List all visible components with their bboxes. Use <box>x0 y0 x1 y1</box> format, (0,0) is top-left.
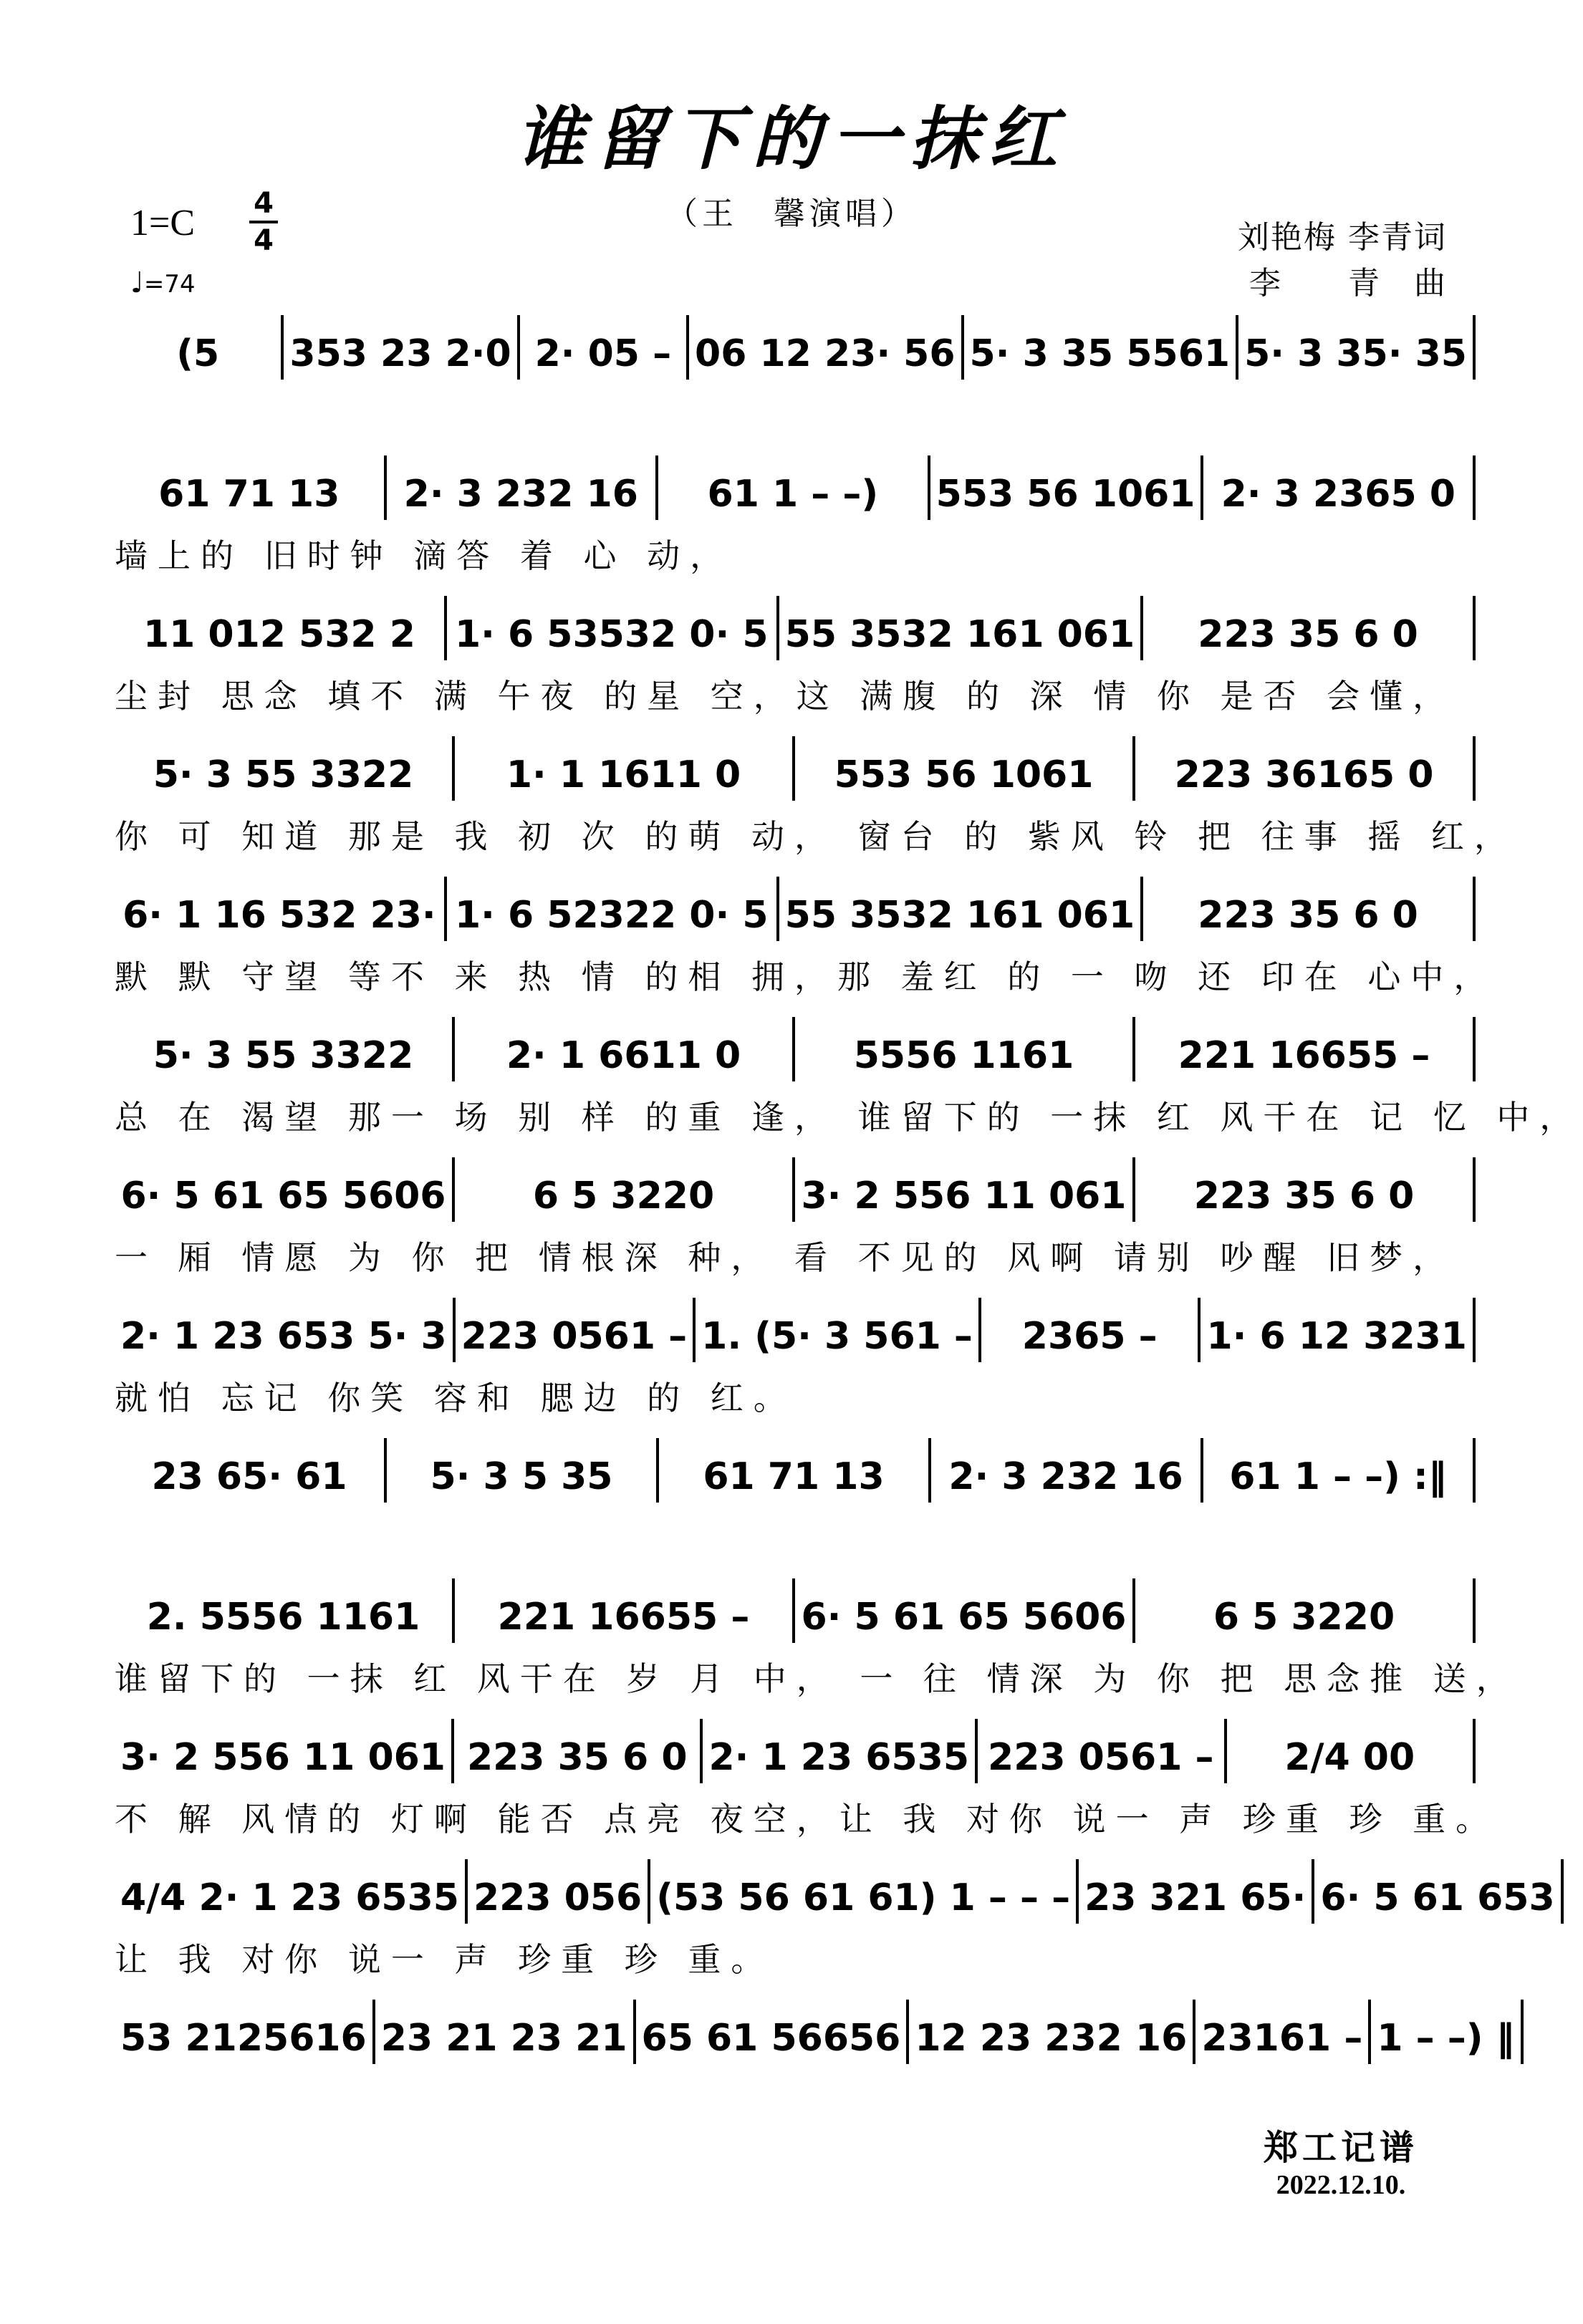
measure <box>1143 877 1476 941</box>
lyrics-line: 就怕 忘记 你笑 容和 腮边 的 红。 <box>115 1379 797 1417</box>
measure-notes: 23 321 65· <box>1084 1876 1307 1919</box>
measure <box>659 1438 931 1503</box>
measure <box>115 1157 455 1222</box>
measure-notes: 55 3532 161 061 <box>784 613 1135 656</box>
measure-notes: 2· 1 23 653 5· 3 <box>120 1315 447 1358</box>
measure-notes: 2/4 00 <box>1284 1736 1415 1779</box>
measure-notes: 353 23 2·0 <box>289 332 511 375</box>
measure <box>1203 455 1476 520</box>
score-line <box>115 736 1517 861</box>
meter-divider <box>249 221 278 223</box>
measure <box>650 1859 1079 1924</box>
measure <box>455 1578 795 1643</box>
measure <box>115 877 447 941</box>
measure <box>1079 1859 1314 1924</box>
transcription-date: 2022.12.10. <box>1276 2170 1406 2200</box>
lyrics-line: 不 解 风情的 灯啊 能否 点亮 夜空，让 我 对你 说一 声 珍重 珍 重。 <box>115 1800 1499 1838</box>
measure-notes: 223 35 6 0 <box>1193 1175 1415 1218</box>
measure <box>1314 1859 1563 1924</box>
measure-notes: 3· 2 556 11 061 <box>120 1736 446 1779</box>
measure-notes: 6· 1 16 532 23· <box>122 894 436 937</box>
lyrics-line: 一 厢 情愿 为 你 把 情根深 种， 看 不见的 风啊 请别 吵醒 旧梦， <box>115 1238 1456 1277</box>
measure <box>779 877 1144 941</box>
measure <box>779 596 1144 660</box>
tempo-value: =74 <box>143 270 196 299</box>
measure <box>387 455 659 520</box>
notation-line <box>115 1157 1476 1222</box>
score-line <box>115 1157 1476 1282</box>
measure-notes: 5· 3 55 3322 <box>153 1034 414 1077</box>
notation-line <box>115 1859 1555 1924</box>
measure-notes: 223 056 <box>473 1876 643 1919</box>
measure-notes: 1· 6 52322 0· 5 <box>454 894 769 937</box>
measure <box>115 455 387 520</box>
credits <box>1238 215 1447 307</box>
measure <box>1135 736 1476 801</box>
measure <box>115 1017 455 1081</box>
measure <box>1143 596 1476 660</box>
notation-line <box>115 315 1476 380</box>
tempo-marking <box>130 266 196 299</box>
measure-notes: 5· 3 55 3322 <box>153 753 414 796</box>
measure <box>115 1859 468 1924</box>
measure <box>981 1298 1201 1362</box>
notation-line <box>115 1017 1476 1081</box>
measure <box>375 2000 636 2064</box>
score-line <box>115 877 1497 1001</box>
measure-notes: 6· 5 61 653 <box>1320 1876 1555 1919</box>
page-title: 谁留下的一抹红 <box>516 98 1067 179</box>
measure <box>909 2000 1195 2064</box>
measure <box>115 736 455 801</box>
measure <box>387 1438 659 1503</box>
measure-notes: 2365 – <box>1021 1315 1158 1358</box>
measure-notes: 221 16655 – <box>1178 1034 1430 1077</box>
measure-notes: 61 1 – –) <box>707 473 879 516</box>
measure-notes: (5 <box>176 332 220 375</box>
measure <box>456 1298 696 1362</box>
measure <box>1203 1438 1476 1503</box>
measure <box>689 315 964 380</box>
score-line <box>115 2000 1515 2124</box>
measure-notes: 61 1 – –) :‖ <box>1229 1455 1447 1498</box>
lyrics-line: 你 可 知道 那是 我 初 次 的萌 动， 窗台 的 紫风 铃 把 往事 摇 红， <box>115 817 1517 856</box>
score-line <box>115 455 1476 580</box>
score-line <box>115 1719 1499 1843</box>
measure <box>284 315 519 380</box>
measure <box>795 1157 1135 1222</box>
measure <box>1195 2000 1371 2064</box>
measure-notes: 6 5 3220 <box>1213 1596 1395 1639</box>
notation-line <box>115 2000 1515 2064</box>
transcriber-name: 郑工记谱 <box>1263 2128 1418 2168</box>
measure-notes: 2· 05 – <box>534 332 672 375</box>
measure-notes: 6 5 3220 <box>532 1175 715 1218</box>
measure-notes: 6· 5 61 65 5606 <box>801 1596 1127 1639</box>
measure <box>795 736 1135 801</box>
measure <box>520 315 689 380</box>
measure-notes: 23161 – <box>1201 2017 1363 2060</box>
measure-notes: 223 0561 – <box>988 1736 1214 1779</box>
lyrics-line <box>115 390 1476 440</box>
measure-notes: 4/4 2· 1 23 6535 <box>120 1876 459 1919</box>
meter-top: 4 <box>254 187 274 220</box>
measure-notes: 5556 1161 <box>853 1034 1074 1077</box>
measure-notes: 223 35 6 0 <box>1198 894 1418 937</box>
measure-notes: 61 71 13 <box>158 473 340 516</box>
lyrics-line: 墙上的 旧时钟 滴答 着 心 动， <box>115 536 733 575</box>
measure <box>454 1719 703 1783</box>
score-line <box>115 596 1476 720</box>
measure-notes: 553 56 1061 <box>834 753 1094 796</box>
measure-notes: 1. (5· 3 561 – <box>701 1315 973 1358</box>
measure <box>115 596 447 660</box>
quarter-note-icon: ♩ <box>130 266 144 299</box>
measure-notes: 221 16655 – <box>497 1596 750 1639</box>
measure-notes: 2. 5556 1161 <box>146 1596 420 1639</box>
lyrics-line <box>115 1513 1476 1563</box>
lyrics-line: 默 默 守望 等不 来 热 情 的相 拥，那 羞红 的 一 吻 还 印在 心中， <box>115 958 1497 996</box>
measure <box>1371 2000 1523 2064</box>
measure <box>468 1859 650 1924</box>
notation-line <box>115 596 1476 660</box>
measure-notes: 1· 6 12 3231 <box>1206 1315 1467 1358</box>
score-line <box>115 1017 1583 1142</box>
notation-line <box>115 1438 1476 1503</box>
lyrics-line: 总 在 渴望 那一 场 别 样 的重 逢， 谁留下的 一抹 红 风干在 记 忆 中， <box>115 1098 1583 1137</box>
measure <box>115 1578 455 1643</box>
measure <box>636 2000 910 2064</box>
score-line <box>115 1859 1555 1984</box>
measure-notes: 23 21 23 21 <box>380 2017 627 2060</box>
measure-notes: 2· 3 232 16 <box>948 1455 1183 1498</box>
measure-notes: 12 23 232 16 <box>915 2017 1188 2060</box>
measure-notes: 223 0561 – <box>461 1315 688 1358</box>
measure-notes: (53 56 61 61) 1 – – – <box>656 1876 1071 1919</box>
measure <box>658 455 930 520</box>
measure <box>930 455 1204 520</box>
lyrics-line: 让 我 对你 说一 声 珍重 珍 重。 <box>115 1940 774 1979</box>
measure-notes: 1· 6 53532 0· 5 <box>454 613 769 656</box>
measure-notes: 553 56 1061 <box>935 473 1195 516</box>
measure-notes: 223 35 6 0 <box>1198 613 1418 656</box>
notation-line <box>115 455 1476 520</box>
measure-notes: 1· 1 1611 0 <box>506 753 741 796</box>
lyrics-line: 尘封 思念 填不 满 午夜 的星 空，这 满腹 的 深 情 你 是否 会懂， <box>115 677 1456 715</box>
lyricist-credit: 刘艳梅 李青词 <box>1238 219 1447 256</box>
measure <box>447 596 779 660</box>
measure <box>115 1719 454 1783</box>
measure <box>115 1298 456 1362</box>
measure <box>703 1719 978 1783</box>
measure-notes: 223 36165 0 <box>1174 753 1434 796</box>
measure-notes: 2· 3 232 16 <box>403 473 638 516</box>
performer-note: （王 馨演唱） <box>666 196 917 232</box>
measure-notes: 5· 3 35· 35 <box>1244 332 1467 375</box>
measure <box>447 877 779 941</box>
measure <box>964 315 1239 380</box>
meter-bottom: 4 <box>254 224 274 257</box>
measure <box>455 736 795 801</box>
measure-notes: 1 – –) ‖ <box>1377 2017 1515 2060</box>
measure <box>978 1719 1227 1783</box>
measure <box>115 1438 387 1503</box>
measure-notes: 11 012 532 2 <box>143 613 415 656</box>
measure-notes: 53 2125616 <box>120 2017 367 2060</box>
notation-line <box>115 877 1476 941</box>
transcription-footer <box>1264 2120 1418 2201</box>
measure-notes: 06 12 23· 56 <box>695 332 956 375</box>
notation-line <box>115 1298 1476 1362</box>
notation-line <box>115 1719 1476 1783</box>
measure <box>1135 1017 1476 1081</box>
time-signature <box>249 188 278 256</box>
measure <box>1135 1157 1476 1222</box>
measure-notes: 65 61 56656 <box>641 2017 901 2060</box>
measure-notes: 223 35 6 0 <box>466 1736 688 1779</box>
measure <box>931 1438 1203 1503</box>
notation-line <box>115 736 1476 801</box>
notation-line <box>115 1578 1476 1643</box>
lyrics-line: 谁留下的 一抹 红 风干在 岁 月 中， 一 往 情深 为 你 把 思念推 送， <box>115 1659 1519 1698</box>
key-signature: 1=C <box>130 203 196 244</box>
composer-credit: 李 青 曲 <box>1249 265 1447 302</box>
score-line <box>115 1438 1476 1563</box>
measure <box>696 1298 981 1362</box>
measure <box>1227 1719 1476 1783</box>
measure-notes: 55 3532 161 061 <box>784 894 1135 937</box>
measure <box>1201 1298 1476 1362</box>
measure-notes: 2· 3 2365 0 <box>1221 473 1456 516</box>
measure-notes: 2· 1 23 6535 <box>708 1736 970 1779</box>
measure-notes: 2· 1 6611 0 <box>506 1034 741 1077</box>
lyrics-line <box>115 2074 1476 2124</box>
measure <box>1238 315 1476 380</box>
measure <box>795 1578 1135 1643</box>
score-line <box>115 1578 1519 1703</box>
measure-notes: 3· 2 556 11 061 <box>801 1175 1127 1218</box>
measure <box>115 2000 375 2064</box>
measure <box>115 315 284 380</box>
measure-notes: 23 65· 61 <box>151 1455 347 1498</box>
measure <box>1135 1578 1476 1643</box>
measure-notes: 61 71 13 <box>703 1455 885 1498</box>
score-line <box>115 315 1476 440</box>
measure-notes: 5· 3 5 35 <box>430 1455 613 1498</box>
measure <box>795 1017 1135 1081</box>
score-line <box>115 1298 1476 1422</box>
measure <box>455 1017 795 1081</box>
measure <box>455 1157 795 1222</box>
measure-notes: 6· 5 61 65 5606 <box>120 1175 446 1218</box>
measure-notes: 5· 3 35 5561 <box>969 332 1231 375</box>
